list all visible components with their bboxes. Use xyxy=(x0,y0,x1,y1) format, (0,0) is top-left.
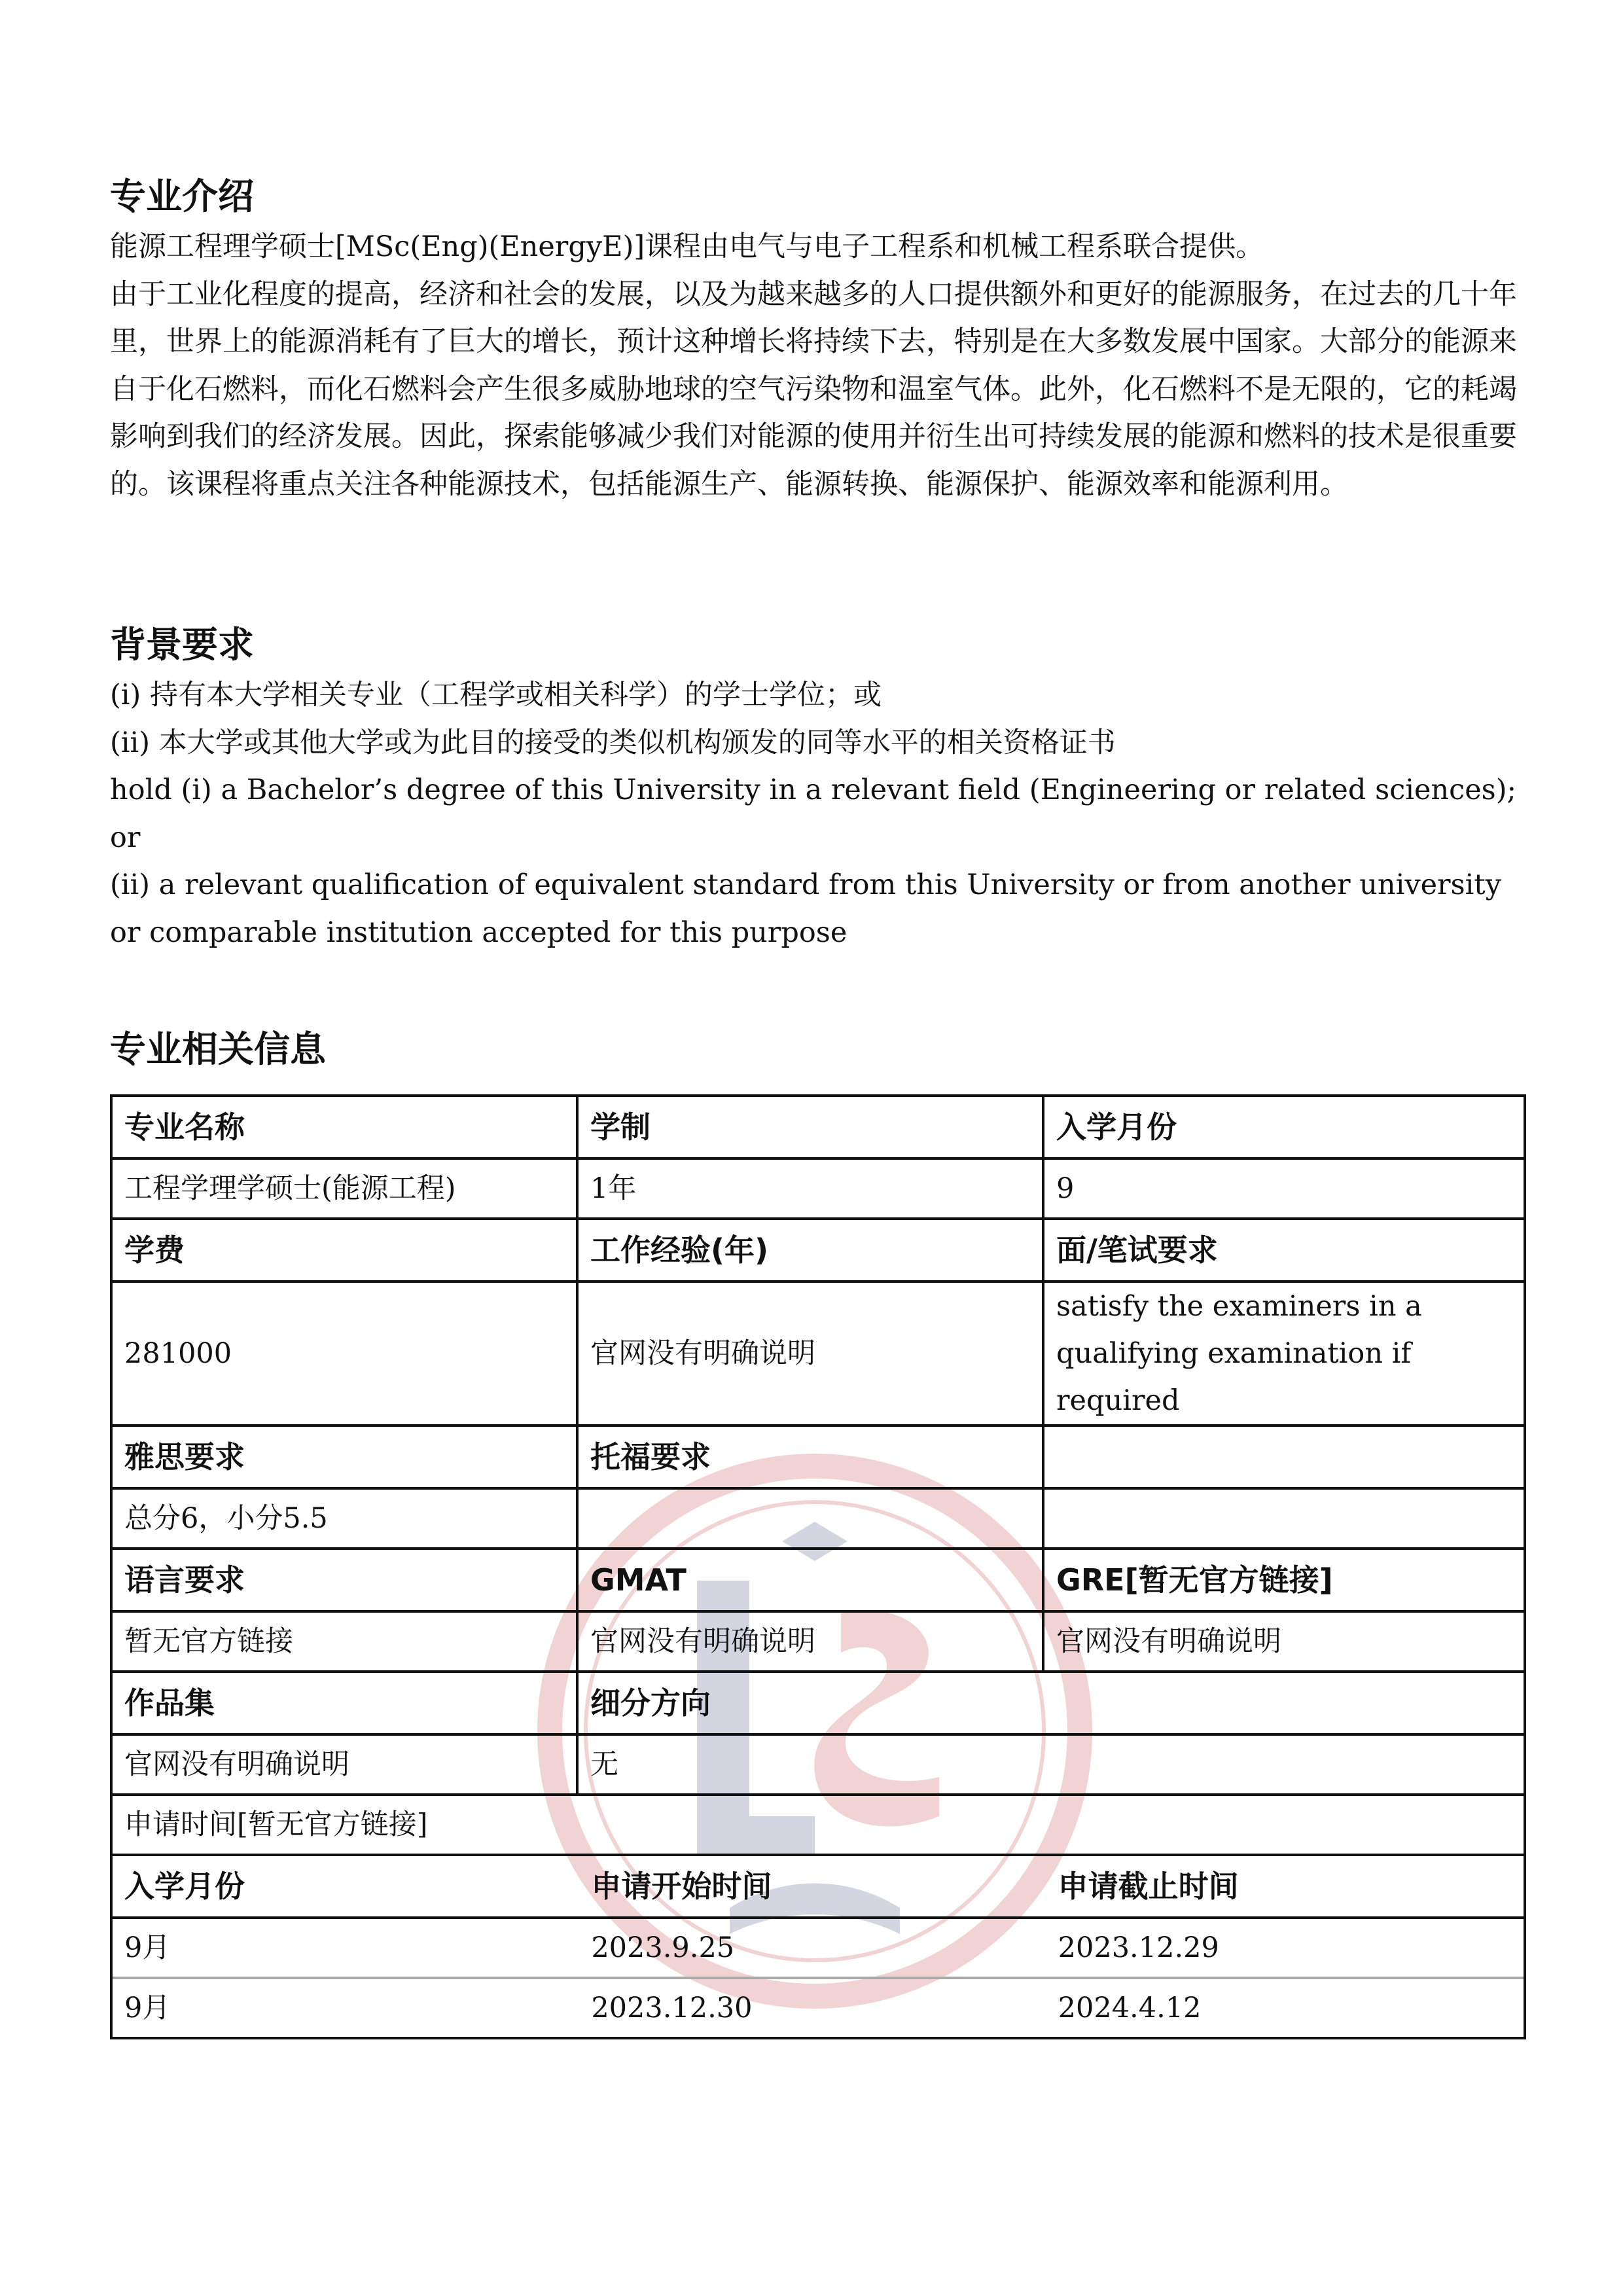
value-cell: 9 xyxy=(1043,1158,1525,1219)
header-cell: 入学月份 xyxy=(113,1856,579,1918)
info-heading: 专业相关信息 xyxy=(110,1028,327,1070)
table-row xyxy=(113,1978,1524,2037)
header-cell: 雅思要求 xyxy=(111,1426,577,1488)
value-cell: 官网没有明确说明 xyxy=(577,1282,1043,1426)
table-row xyxy=(111,1734,1525,1795)
header-cell: 托福要求 xyxy=(577,1426,1043,1488)
header-cell: GRE[暂无官方链接] xyxy=(1043,1549,1525,1611)
value-cell: 9月 xyxy=(113,1918,579,1978)
header-cell: GMAT xyxy=(577,1549,1043,1611)
header-cell: 学费 xyxy=(111,1219,577,1282)
header-cell: 学制 xyxy=(577,1096,1043,1158)
value-cell: 工程学理学硕士(能源工程) xyxy=(111,1158,577,1219)
header-cell: 作品集 xyxy=(111,1672,577,1734)
value-cell: 2024.4.12 xyxy=(1058,1992,1202,2024)
value-cell: satisfy the examiners in a qualifying examination if required xyxy=(1043,1282,1525,1426)
table-row xyxy=(111,1426,1525,1488)
value-cell: 官网没有明确说明 xyxy=(111,1734,577,1795)
value-cell xyxy=(1043,1488,1525,1549)
table-row xyxy=(111,1549,1525,1611)
background-line: (ii) 本大学或其他大学或为此目的接受的类似机构颁发的同等水平的相关资格证书 xyxy=(110,726,1116,759)
table-row xyxy=(111,1488,1525,1549)
header-cell: 专业名称 xyxy=(111,1096,577,1158)
application-title: 申请时间[暂无官方链接] xyxy=(111,1795,1525,1855)
header-cell: 工作经验(年) xyxy=(577,1219,1043,1282)
intro-heading: 专业介绍 xyxy=(110,175,255,217)
table-row xyxy=(111,1795,1525,1855)
application-table xyxy=(113,1856,1524,2037)
value-cell: 1年 xyxy=(577,1158,1043,1219)
table-row xyxy=(111,1672,1525,1734)
background-section xyxy=(110,622,1524,956)
table-row xyxy=(111,1855,1525,2038)
background-line: hold (i) a Bachelor’s degree of this University in a relevant field (Engineering or related sciences); or xyxy=(110,774,1516,854)
background-line: (ii) a relevant qualification of equivalent standard from this University or from another university or comparable institution accepted for this purpose xyxy=(110,869,1502,949)
value-cell: 官网没有明确说明 xyxy=(577,1611,1043,1672)
value-cell: 2023.12.29 xyxy=(1046,1918,1524,1978)
header-cell: 面/笔试要求 xyxy=(1043,1219,1525,1282)
info-section xyxy=(110,1026,1524,1076)
application-schedule xyxy=(111,1855,1525,2038)
table-row xyxy=(111,1282,1525,1426)
value-cell: 总分6，小分5.5 xyxy=(111,1488,577,1549)
intro-section xyxy=(110,173,1524,508)
info-table xyxy=(110,1094,1526,2039)
value-cell xyxy=(577,1488,1043,1549)
value-cell: 9月 xyxy=(124,1992,171,2024)
intro-body: 由于工业化程度的提高，经济和社会的发展，以及为越来越多的人口提供额外和更好的能源服务，在过去的几十年里，世界上的能源消耗有了巨大的增长，预计这种增长将持续下去，特别是在大多数发展中国家。大部分的能源来自于化石燃料，而化石燃料会产生很多威胁地球的空气污染物和温室气体。此外，化石燃料不是无限的，它的耗竭影响到我们的经济发展。因此，探索能够减少我们对能源的使用并衍生出可持续发展的能源和燃料的技术是很重要的。该课程将重点关注各种能源技术，包括能源生产、能源转换、能源保护、能源效率和能源利用。 xyxy=(110,278,1517,501)
value-cell: 无 xyxy=(577,1734,1525,1795)
value-cell: 2023.12.30 xyxy=(591,1992,753,2024)
header-cell: 细分方向 xyxy=(577,1672,1525,1734)
value-cell: 暂无官方链接 xyxy=(111,1611,577,1672)
header-cell: 申请截止时间 xyxy=(1046,1856,1524,1918)
header-cell xyxy=(1043,1426,1525,1488)
background-line: (i) 持有本大学相关专业（工程学或相关科学）的学士学位；或 xyxy=(110,679,882,711)
table-row xyxy=(111,1611,1525,1672)
value-cell: 281000 xyxy=(111,1282,577,1426)
value-cell: 官网没有明确说明 xyxy=(1043,1611,1525,1672)
header-cell: 申请开始时间 xyxy=(579,1856,1046,1918)
header-cell: 语言要求 xyxy=(111,1549,577,1611)
intro-line1: 能源工程理学硕士[MSc(Eng)(EnergyE)]课程由电气与电子工程系和机械工程系联合提供。 xyxy=(110,230,1264,263)
table-row xyxy=(111,1158,1525,1219)
background-heading: 背景要求 xyxy=(110,624,255,666)
value-cell: 2023.9.25 xyxy=(579,1918,1046,1978)
table-row xyxy=(111,1096,1525,1158)
header-cell: 入学月份 xyxy=(1043,1096,1525,1158)
table-row xyxy=(111,1219,1525,1282)
table-row xyxy=(113,1856,1524,1918)
table-row xyxy=(113,1918,1524,1978)
